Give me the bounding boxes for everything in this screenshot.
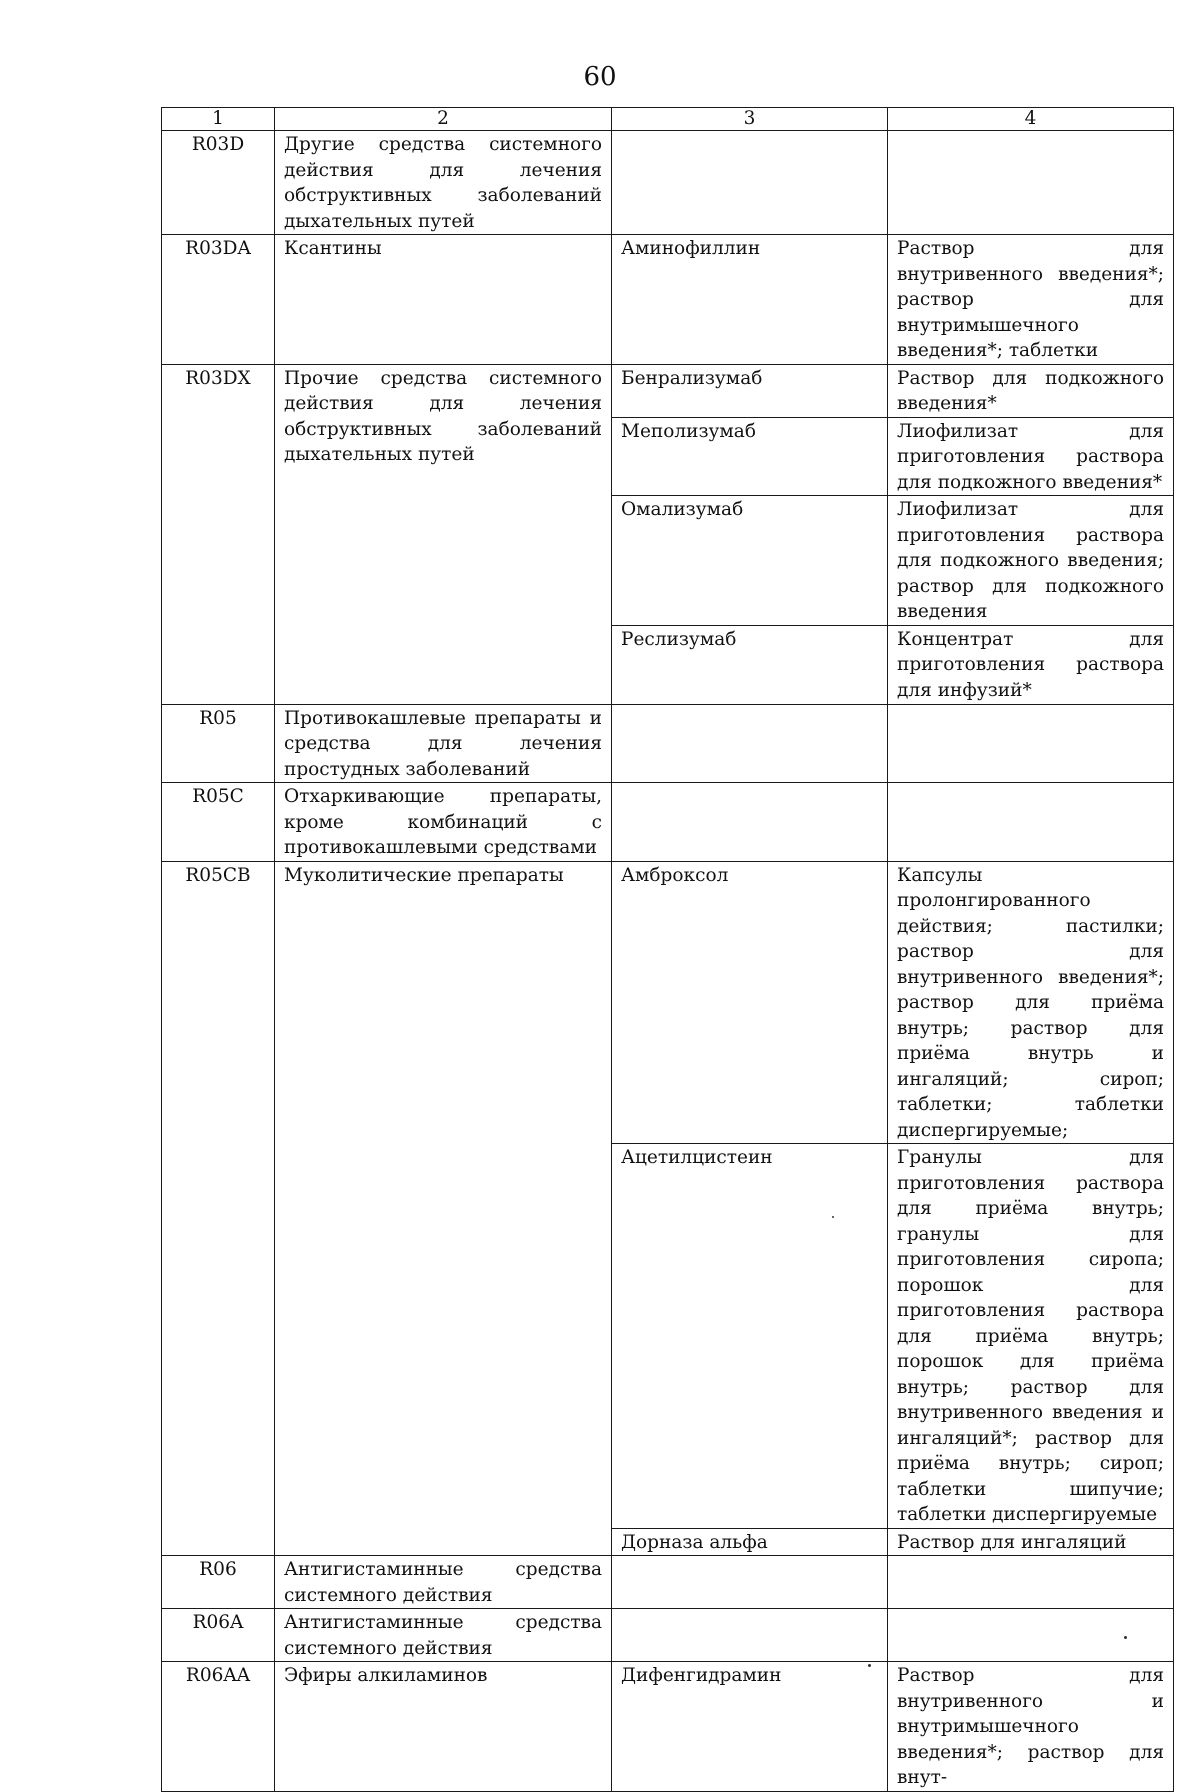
dosage-form: Раствор для внутривенного введения*; раствор для внутримышечного введения*; таблетки — [888, 235, 1174, 365]
scan-speck — [832, 1216, 834, 1218]
table-row — [162, 235, 1174, 365]
table-row — [162, 364, 1174, 417]
drug-name — [612, 131, 888, 235]
atc-code: R05 — [162, 704, 275, 783]
drug-name: Реслизумаб — [612, 625, 888, 704]
atc-code: R06A — [162, 1609, 275, 1662]
drug-name: Амброксол — [612, 861, 888, 1144]
dosage-form — [888, 131, 1174, 235]
drug-table — [161, 107, 1174, 1792]
atc-group: Другие средства системного действия для лечения обструктивных заболеваний дыхательных путей — [275, 131, 612, 235]
dosage-form — [888, 704, 1174, 783]
drug-name: Ацетилцистеин — [612, 1144, 888, 1529]
atc-group: Антигистаминные средства системного действия — [275, 1556, 612, 1609]
drug-name: Дифенгидрамин — [612, 1662, 888, 1792]
dosage-form: Концентрат для приготовления раствора для инфузий* — [888, 625, 1174, 704]
atc-group: Антигистаминные средства системного действия — [275, 1609, 612, 1662]
table-row — [162, 861, 1174, 1144]
drug-name — [612, 704, 888, 783]
dosage-form: Гранулы для приготовления раствора для приёма внутрь; гранулы для приготовления сиропа; порошок для приготовления раствора для приёма внутрь; порошок для приёма внутрь; раствор для внутривенного введения и ингаляций*; раствор для приёма внутрь; сироп; таблетки шипучие; таблетки диспергируемые — [888, 1144, 1174, 1529]
drug-name — [612, 1556, 888, 1609]
table-row — [162, 1609, 1174, 1662]
atc-group: Отхаркивающие препараты, кроме комбинаций с противокашлевыми средствами — [275, 783, 612, 862]
atc-code: R03DX — [162, 364, 275, 704]
scan-speck — [1124, 1636, 1127, 1639]
drug-name: Бенрализумаб — [612, 364, 888, 417]
column-header: 2 — [275, 108, 612, 131]
column-header: 4 — [888, 108, 1174, 131]
drug-name: Аминофиллин — [612, 235, 888, 365]
scan-speck — [868, 1664, 871, 1667]
atc-code: R03DA — [162, 235, 275, 365]
dosage-form: Лиофилизат для приготовления раствора для подкожного введения* — [888, 417, 1174, 496]
atc-group: Ксантины — [275, 235, 612, 365]
atc-code: R05C — [162, 783, 275, 862]
atc-group: Противокашлевые препараты и средства для лечения простудных заболеваний — [275, 704, 612, 783]
drug-name — [612, 1609, 888, 1662]
table-row — [162, 704, 1174, 783]
table-row — [162, 783, 1174, 862]
drug-name: Омализумаб — [612, 496, 888, 626]
table-row — [162, 1556, 1174, 1609]
dosage-form: Раствор для внутривенного и внутримышечного введения*; раствор для внут- — [888, 1662, 1174, 1792]
atc-code: R06 — [162, 1556, 275, 1609]
atc-group: Прочие средства системного действия для лечения обструктивных заболеваний дыхательных путей — [275, 364, 612, 704]
atc-group: Эфиры алкиламинов — [275, 1662, 612, 1792]
dosage-form — [888, 1556, 1174, 1609]
atc-code: R06AA — [162, 1662, 275, 1792]
dosage-form: Раствор для подкожного введения* — [888, 364, 1174, 417]
page-number: 60 — [583, 62, 617, 92]
drug-name: Меполизумаб — [612, 417, 888, 496]
atc-code: R05CB — [162, 861, 275, 1556]
dosage-form — [888, 783, 1174, 862]
dosage-form — [888, 1609, 1174, 1662]
atc-code: R03D — [162, 131, 275, 235]
column-header: 3 — [612, 108, 888, 131]
dosage-form: Лиофилизат для приготовления раствора для подкожного введения; раствор для подкожного введения — [888, 496, 1174, 626]
dosage-form: Раствор для ингаляций — [888, 1528, 1174, 1556]
table-row — [162, 1662, 1174, 1792]
drug-name — [612, 783, 888, 862]
atc-group: Муколитические препараты — [275, 861, 612, 1556]
drug-name: Дорназа альфа — [612, 1528, 888, 1556]
column-header: 1 — [162, 108, 275, 131]
table-row — [162, 131, 1174, 235]
dosage-form: Капсулы пролонгированного действия; пастилки; раствор для внутривенного введения*; раствор для приёма внутрь; раствор для приёма внутрь и ингаляций; сироп; таблетки; таблетки диспергируемые; — [888, 861, 1174, 1144]
table-header-row — [162, 108, 1174, 131]
